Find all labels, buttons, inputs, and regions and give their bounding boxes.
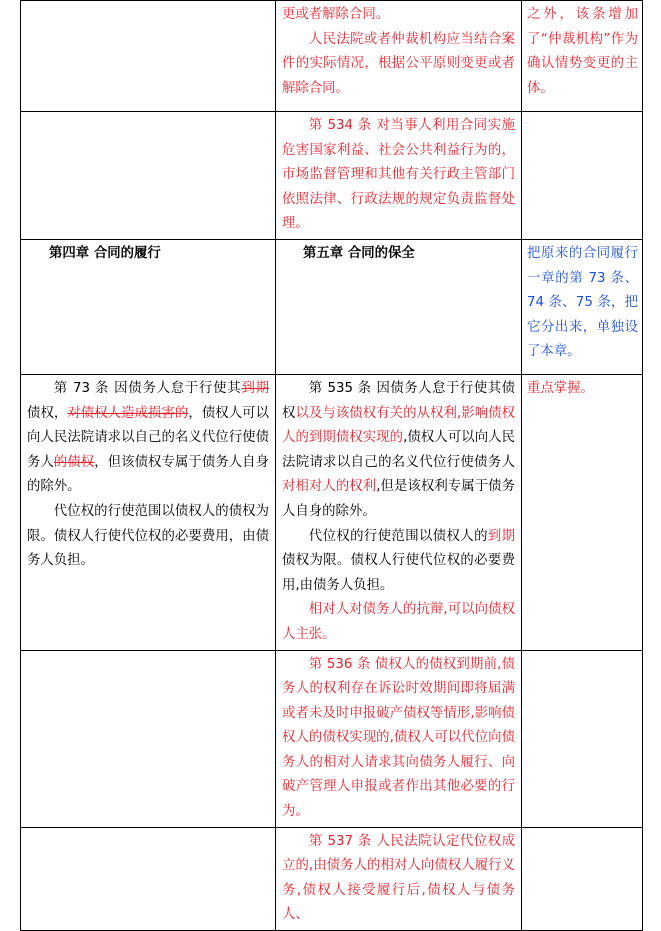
table-row — [21, 650, 643, 827]
law-article: 第 73 条 因债务人怠于行使其到期债权，对债权人造成损害的，债权人可以向人民法院请求以自己的名义代位行使债务人的债权，但该债权专属于债务人自身的除外。 — [27, 380, 270, 495]
law-paragraph: 代位权的行使范围以债权人的债权为限。债权人行使代位权的必要费用，由债务人负担。 — [27, 503, 269, 569]
law-paragraph: 相对人对债务人的抗辩,可以向债权人主张。 — [282, 602, 515, 642]
note-text: 重点掌握。 — [527, 380, 594, 396]
new-law-cell — [276, 827, 522, 930]
chapter-heading: 第四章 合同的履行 — [49, 245, 161, 261]
law-comparison-table — [20, 0, 643, 931]
law-article: 第 535 条 因债务人怠于行使其债权以及与该债权有关的从权利,影响债权人的到期债权实现的,债权人可以向人民法院请求以自己的名义代位行使债务人对相对人的权利,但是该权利专属于债务人自身的除外。 — [282, 380, 516, 519]
note-cell — [522, 374, 643, 650]
deleted-text: 到期 — [241, 380, 270, 396]
note-cell — [522, 239, 643, 374]
law-article: 第 537 条 人民法院认定代位权成立的,由债务人的相对人向债权人履行义务,债权人接受履行后,债权人与债务人、 — [282, 833, 515, 923]
old-law-cell — [21, 374, 276, 650]
old-law-cell — [21, 650, 276, 827]
table-row — [21, 239, 643, 374]
new-law-cell — [276, 112, 522, 240]
note-cell — [522, 650, 643, 827]
law-paragraph: 代位权的行使范围以债权人的到期债权为限。债权人行使代位权的必要费用,由债务人负担。 — [282, 528, 516, 593]
note-text: 之外，该条增加了“仲裁机构”作为确认情势变更的主体。 — [527, 7, 638, 96]
added-text: 到期 — [487, 528, 516, 544]
chapter-heading: 第五章 合同的保全 — [303, 245, 415, 261]
old-law-cell — [21, 239, 276, 374]
table-row — [21, 1, 643, 112]
deleted-text: 的债权 — [53, 454, 95, 470]
table-row — [21, 374, 643, 650]
table-row — [21, 827, 643, 930]
old-law-cell — [21, 1, 276, 112]
added-text: 以及与该债权有关的从权利,影响债权人的到期债权实现的 — [282, 405, 516, 446]
deleted-text: 对债权人造成损害的 — [67, 405, 189, 421]
law-article: 第 534 条 对当事人利用合同实施危害国家利益、社会公共利益行为的，市场监督管理和其他有关行政主管部门依照法律、行政法规的规定负责监督处理。 — [282, 118, 515, 232]
note-text: 把原来的合同履行一章的第 73 条、74 条、75 条，把它分出来，单独设了本章。 — [527, 245, 638, 360]
old-law-cell — [21, 112, 276, 240]
law-text: 人民法院或者仲裁机构应当结合案件的实际情况，根据公平原则变更或者解除合同。 — [282, 31, 515, 96]
note-cell — [522, 112, 643, 240]
law-article: 第 536 条 债权人的债权到期前,债务人的权利存在诉讼时效期间即将届满或者未及时申报破产债权等情形,影响债权人的债权实现的,债权人可以代位向债务人的相对人请求其向债务人履行、向破产管理人申报或者作出其他必要的行为。 — [282, 656, 515, 820]
new-law-cell — [276, 239, 522, 374]
new-law-cell — [276, 374, 522, 650]
law-text: 更或者解除合同。 — [282, 7, 390, 22]
old-law-cell — [21, 827, 276, 930]
new-law-cell — [276, 650, 522, 827]
note-cell — [522, 827, 643, 930]
added-text: 对相对人的权利 — [282, 479, 377, 495]
table-row — [21, 112, 643, 240]
new-law-cell — [276, 1, 522, 112]
note-cell — [522, 1, 643, 112]
